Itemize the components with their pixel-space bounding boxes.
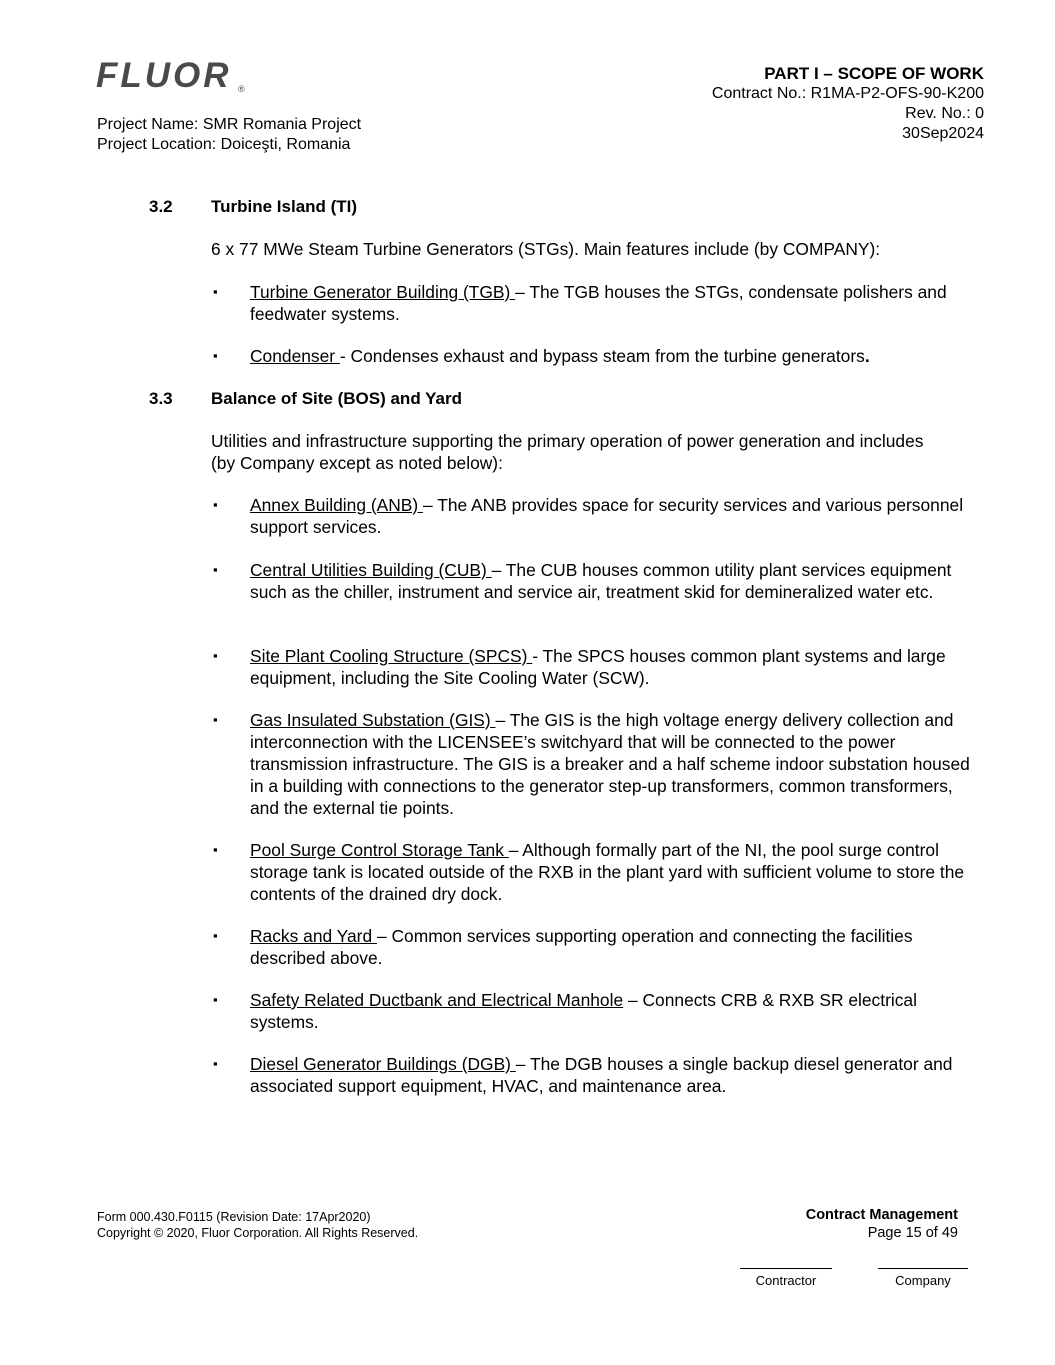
document-date: 30Sep2024 — [902, 125, 984, 142]
bullet-icon: ▪ — [213, 992, 218, 1007]
item-description: - The SPCS houses common plant systems and large equipment, including the Site Cooling Water (SCW). — [250, 646, 946, 688]
bullet-icon: ▪ — [213, 497, 218, 512]
bullet-icon: ▪ — [213, 348, 218, 363]
contract-management-label: Contract Management — [805, 1207, 958, 1223]
project-info — [97, 115, 361, 155]
list-item — [211, 989, 981, 1033]
signature-label: Company — [895, 1273, 951, 1288]
part-title: PART I – SCOPE OF WORK — [764, 64, 984, 83]
copyright: Copyright © 2020, Fluor Corporation. All Rights Reserved. — [97, 1226, 419, 1240]
signature-line — [740, 1268, 832, 1269]
form-number: Form 000.430.F0115 (Revision Date: 17Apr2020) — [97, 1210, 371, 1224]
bullet-icon: ▪ — [213, 928, 218, 943]
bullet-icon: ▪ — [213, 562, 218, 577]
item-term: Pool Surge Control Storage Tank — [250, 840, 509, 860]
list-item — [211, 645, 981, 689]
list-item — [211, 281, 981, 325]
item-term: Turbine Generator Building (TGB) — [250, 282, 516, 302]
project-name: Project Name: SMR Romania Project — [97, 116, 362, 133]
item-term: Racks and Yard — [250, 926, 377, 946]
registered-mark: ® — [238, 84, 245, 94]
section-title: Turbine Island (TI) — [211, 197, 358, 216]
bullet-icon: ▪ — [213, 1056, 218, 1071]
list-item — [211, 925, 981, 969]
contractor-signature — [740, 1268, 832, 1289]
page-number: Page 15 of 49 — [867, 1225, 958, 1241]
item-term: Site Plant Cooling Structure (SPCS) — [250, 646, 533, 666]
item-term: Safety Related Ductbank and Electrical Manhole — [250, 990, 624, 1010]
document-header — [712, 64, 984, 144]
footer-form-info — [97, 1209, 418, 1241]
section-number: 3.3 — [149, 389, 173, 408]
item-term: Gas Insulated Substation (GIS) — [250, 710, 496, 730]
item-term: Central Utilities Building (CUB) — [250, 560, 492, 580]
bullet-icon: ▪ — [213, 648, 218, 663]
list-item — [211, 494, 981, 538]
item-description: – The DGB houses a single backup diesel generator and associated support equipment, HVAC, and maintenance area. — [250, 1054, 953, 1096]
contract-number: Contract No.: R1MA-P2-OFS-90-K200 — [711, 85, 984, 102]
item-description: – The GIS is the high voltage energy delivery collection and interconnection with the LICENSEE’s switchyard that will be connected to the power transmission infrastructure. The GIS is a breaker and a half scheme indoor substation housed in a building with connections to the generator step-up transformers, common transformers, and the external tie points. — [250, 710, 970, 818]
item-term: Condenser — [250, 346, 340, 366]
list-item — [211, 345, 981, 367]
list-item — [211, 1053, 981, 1097]
item-description: – Common services supporting operation and connecting the facilities described above. — [250, 926, 913, 968]
item-term: Diesel Generator Buildings (DGB) — [250, 1054, 516, 1074]
company-signature — [878, 1268, 968, 1289]
item-description: - Condenses exhaust and bypass steam from the turbine generators — [339, 346, 865, 366]
section-intro: Utilities and infrastructure supporting the primary operation of power generation and includes (by Company except as noted below): — [211, 431, 924, 473]
item-description: – The TGB houses the STGs, condensate polishers and feedwater systems. — [250, 282, 947, 324]
list-item — [211, 839, 981, 905]
bullet-icon: ▪ — [213, 284, 218, 299]
section-intro: 6 x 77 MWe Steam Turbine Generators (STGs). Main features include (by COMPANY): — [211, 239, 881, 259]
item-term: Annex Building (ANB) — [250, 495, 424, 515]
project-location: Project Location: Doiceşti, Romania — [97, 136, 351, 153]
item-description: – Although formally part of the NI, the pool surge control storage tank is located outside of the RXB in the plant yard with sufficient volume to store the contents of the drained dry dock. — [250, 840, 965, 904]
item-description: – The ANB provides space for security services and various personnel support services. — [250, 495, 964, 537]
fluor-logo: FLUOR — [96, 56, 232, 95]
section-title: Balance of Site (BOS) and Yard — [211, 389, 462, 408]
bullet-icon: ▪ — [213, 842, 218, 857]
revision-number: Rev. No.: 0 — [905, 105, 984, 122]
section-number: 3.2 — [149, 197, 173, 216]
item-description: – Connects CRB & RXB SR electrical systems. — [250, 990, 917, 1032]
signature-label: Contractor — [755, 1273, 817, 1288]
bullet-icon: ▪ — [213, 712, 218, 727]
item-end-mark: . — [864, 346, 870, 366]
footer-page-info — [806, 1206, 958, 1242]
list-item — [211, 709, 981, 819]
item-description: – The CUB houses common utility plant services equipment such as the chiller, instrument and service air, treatment skid for demineralized water etc. — [250, 560, 952, 602]
signature-line — [878, 1268, 968, 1269]
list-item — [211, 559, 981, 603]
